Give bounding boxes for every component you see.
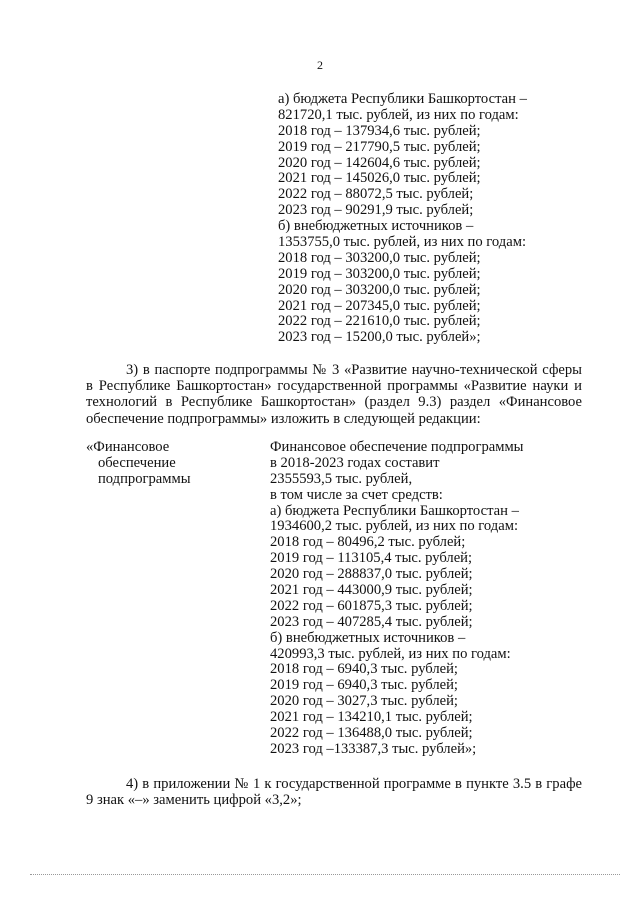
funding-line: 2021 год – 145026,0 тыс. рублей;	[278, 170, 481, 187]
funding-line: 2022 год – 601875,3 тыс. рублей;	[270, 597, 473, 614]
footer-divider	[30, 874, 620, 875]
paragraph-item-4	[86, 776, 582, 808]
funding-line: 2018 год – 80496,2 тыс. рублей;	[270, 534, 466, 551]
funding-line: 2023 год – 407285,4 тыс. рублей;	[270, 613, 473, 630]
paragraph-item-3	[86, 362, 582, 427]
funding-line: 2023 год – 90291,9 тыс. рублей;	[278, 202, 474, 219]
section-label	[86, 440, 236, 488]
funding-line: 2022 год – 136488,0 тыс. рублей;	[270, 725, 473, 742]
funding-line: 2020 год – 288837,0 тыс. рублей;	[270, 566, 473, 583]
paragraph-text: 3) в паспорте подпрограммы № 3 «Развитие научно-технической сферы в Республике Башкортостан» государственной программы «Развитие науки и технологий в Республике Башкортостан» (раздел 9.3) раздел «Финансовое обеспечение подпрограммы» изложить в следующей редакции:	[86, 362, 582, 427]
funding-line: 2020 год – 303200,0 тыс. рублей;	[278, 281, 481, 298]
funding-line: 2018 год – 137934,6 тыс. рублей;	[278, 122, 481, 139]
funding-line: 2018 год – 6940,3 тыс. рублей;	[270, 661, 458, 678]
funding-line: 2021 год – 207345,0 тыс. рублей;	[278, 297, 481, 314]
funding-line: 2020 год – 142604,6 тыс. рублей;	[278, 154, 481, 171]
funding-line: в том числе за счет средств:	[270, 486, 443, 503]
funding-line: в 2018-2023 годах составит	[270, 454, 440, 471]
funding-line: 2022 год – 88072,5 тыс. рублей;	[278, 186, 474, 203]
funding-line: 2355593,5 тыс. рублей,	[270, 470, 413, 487]
funding-line: 2021 год – 134210,1 тыс. рублей;	[270, 709, 473, 726]
funding-line: 2023 год – 15200,0 тыс. рублей»;	[278, 329, 481, 346]
funding-line: а) бюджета Республики Башкортостан –	[278, 91, 527, 107]
funding-line: 420993,3 тыс. рублей, из них по годам:	[270, 645, 511, 662]
funding-line: 1353755,0 тыс. рублей, из них по годам:	[278, 234, 527, 251]
funding-line: 2019 год – 303200,0 тыс. рублей;	[278, 265, 481, 282]
funding-line: 2018 год – 303200,0 тыс. рублей;	[278, 249, 481, 266]
funding-block-new	[270, 440, 570, 758]
section-label-line: «Финансовое	[86, 439, 170, 455]
funding-line: б) внебюджетных источников –	[270, 629, 466, 646]
section-label-line: обеспечение	[98, 454, 176, 471]
funding-line: 2023 год –133387,3 тыс. рублей»;	[270, 740, 477, 757]
funding-line: 2019 год – 113105,4 тыс. рублей;	[270, 550, 473, 567]
funding-line: 2021 год – 443000,9 тыс. рублей;	[270, 582, 473, 599]
funding-line: 2020 год – 3027,3 тыс. рублей;	[270, 693, 458, 710]
funding-line: б) внебюджетных источников –	[278, 218, 474, 235]
funding-line: Финансовое обеспечение подпрограммы	[270, 439, 524, 455]
funding-line: а) бюджета Республики Башкортостан –	[270, 502, 519, 519]
paragraph-text: 4) в приложении № 1 к государственной программе в пункте 3.5 в графе 9 знак «–» заменить цифрой «3,2»;	[86, 776, 582, 809]
section-label-line: подпрограммы	[98, 470, 191, 487]
funding-block-continued	[278, 92, 578, 346]
funding-line: 2022 год – 221610,0 тыс. рублей;	[278, 313, 481, 330]
funding-line: 1934600,2 тыс. рублей, из них по годам:	[270, 518, 519, 535]
funding-line: 821720,1 тыс. рублей, из них по годам:	[278, 106, 519, 123]
funding-line: 2019 год – 6940,3 тыс. рублей;	[270, 677, 458, 694]
page-number: 2	[317, 58, 323, 72]
funding-line: 2019 год – 217790,5 тыс. рублей;	[278, 138, 481, 155]
